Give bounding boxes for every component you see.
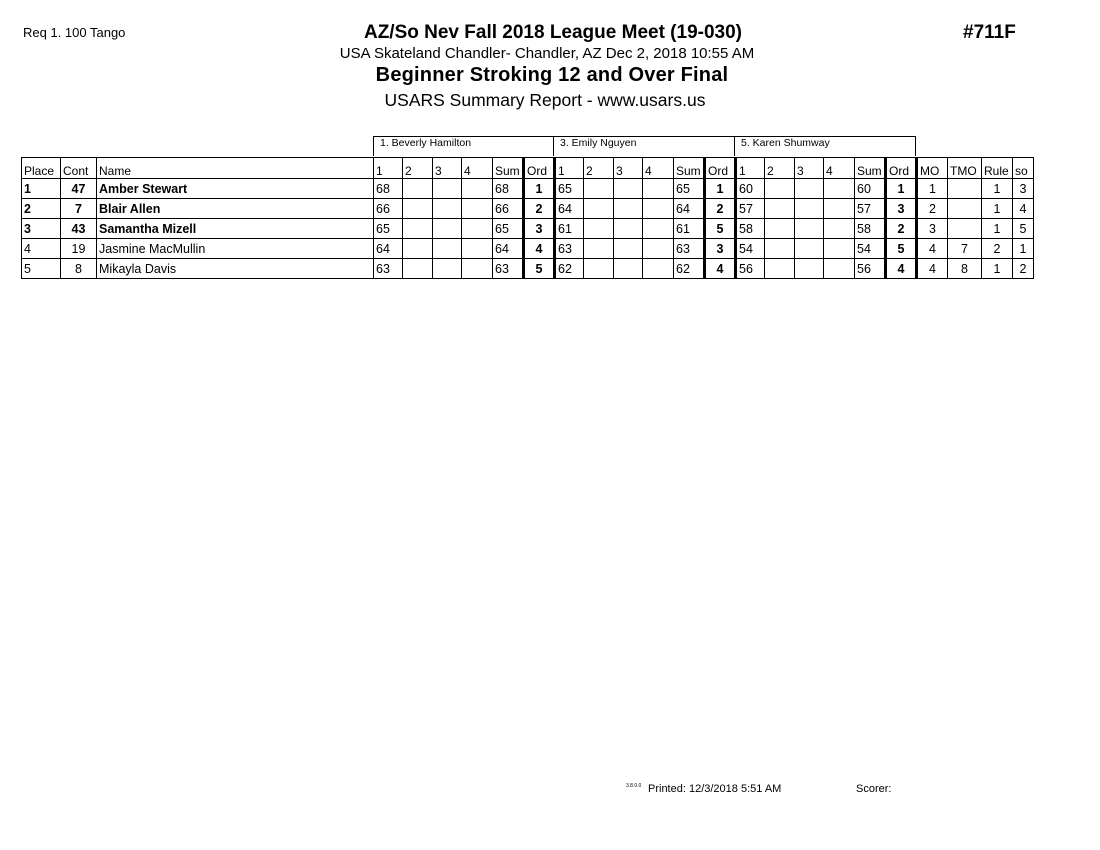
judge-header-1 bbox=[373, 136, 554, 156]
ord-cell: 5 bbox=[524, 259, 555, 279]
col-rule: Rule bbox=[982, 158, 1013, 179]
place-cell: 2 bbox=[22, 199, 61, 219]
sum-cell: 61 bbox=[674, 219, 705, 239]
judge-name: 1. Beverly Hamilton bbox=[380, 137, 472, 149]
col-j2-2: 2 bbox=[584, 158, 614, 179]
ord-cell: 2 bbox=[524, 199, 555, 219]
score-cell: 58 bbox=[736, 219, 765, 239]
col-j3-2: 2 bbox=[765, 158, 795, 179]
score-cell: 65 bbox=[555, 179, 584, 199]
ord-cell: 5 bbox=[886, 239, 917, 259]
score-cell: 62 bbox=[555, 259, 584, 279]
scorer-label: Scorer: bbox=[856, 783, 892, 795]
ord-cell: 2 bbox=[886, 219, 917, 239]
sum-cell: 54 bbox=[855, 239, 886, 259]
col-mo: MO bbox=[917, 158, 948, 179]
col-cont: Cont bbox=[61, 158, 97, 179]
report-title: USARS Summary Report - www.usars.us bbox=[384, 90, 706, 110]
col-j2-4: 4 bbox=[643, 158, 674, 179]
meet-location-date: USA Skateland Chandler- Chandler, AZ Dec 2, 2018 10:55 AM bbox=[339, 45, 755, 62]
cont-cell: 8 bbox=[61, 259, 97, 279]
header-row bbox=[22, 158, 1034, 179]
ord-cell: 1 bbox=[705, 179, 736, 199]
printed-timestamp: Printed: 12/3/2018 5:51 AM bbox=[648, 783, 782, 795]
sum-cell: 65 bbox=[493, 219, 524, 239]
ord-cell: 3 bbox=[705, 239, 736, 259]
col-j1-ord: Ord bbox=[524, 158, 555, 179]
col-j1-1: 1 bbox=[374, 158, 403, 179]
col-j2-1: 1 bbox=[555, 158, 584, 179]
mo-cell: 1 bbox=[917, 179, 948, 199]
tmo-cell bbox=[948, 199, 982, 219]
so-cell: 3 bbox=[1013, 179, 1034, 199]
ord-cell: 4 bbox=[886, 259, 917, 279]
col-j1-sum: Sum bbox=[493, 158, 524, 179]
so-cell: 4 bbox=[1013, 199, 1034, 219]
rule-cell: 1 bbox=[982, 199, 1013, 219]
sum-cell: 63 bbox=[674, 239, 705, 259]
score-cell: 60 bbox=[736, 179, 765, 199]
score-cell: 54 bbox=[736, 239, 765, 259]
event-title: Beginner Stroking 12 and Over Final bbox=[375, 64, 729, 86]
judge-name: 3. Emily Nguyen bbox=[560, 137, 637, 149]
sum-cell: 64 bbox=[493, 239, 524, 259]
col-j3-ord: Ord bbox=[886, 158, 917, 179]
score-cell: 57 bbox=[736, 199, 765, 219]
sum-cell: 68 bbox=[493, 179, 524, 199]
results-table bbox=[21, 157, 1034, 279]
score-cell: 61 bbox=[555, 219, 584, 239]
table-row bbox=[22, 219, 1034, 239]
mo-cell: 3 bbox=[917, 219, 948, 239]
col-tmo: TMO bbox=[948, 158, 982, 179]
col-place: Place bbox=[22, 158, 61, 179]
score-cell: 63 bbox=[374, 259, 403, 279]
col-j2-3: 3 bbox=[614, 158, 643, 179]
judge-header-2 bbox=[553, 136, 735, 156]
tmo-cell bbox=[948, 219, 982, 239]
score-cell: 65 bbox=[374, 219, 403, 239]
ord-cell: 2 bbox=[705, 199, 736, 219]
judge-header-3 bbox=[734, 136, 916, 156]
cont-cell: 47 bbox=[61, 179, 97, 199]
mo-cell: 4 bbox=[917, 239, 948, 259]
score-cell: 66 bbox=[374, 199, 403, 219]
cont-cell: 19 bbox=[61, 239, 97, 259]
place-cell: 1 bbox=[22, 179, 61, 199]
score-cell: 63 bbox=[555, 239, 584, 259]
tmo-cell: 8 bbox=[948, 259, 982, 279]
score-cell: 64 bbox=[555, 199, 584, 219]
col-j1-4: 4 bbox=[462, 158, 493, 179]
request-label: Req 1. 100 Tango bbox=[23, 25, 126, 40]
col-j3-1: 1 bbox=[736, 158, 765, 179]
rule-cell: 1 bbox=[982, 179, 1013, 199]
software-version: 3.8.0.0 bbox=[626, 783, 642, 789]
ord-cell: 4 bbox=[524, 239, 555, 259]
name-cell: Mikayla Davis bbox=[97, 259, 374, 279]
so-cell: 5 bbox=[1013, 219, 1034, 239]
mo-cell: 2 bbox=[917, 199, 948, 219]
col-j1-2: 2 bbox=[403, 158, 433, 179]
sum-cell: 57 bbox=[855, 199, 886, 219]
sum-cell: 63 bbox=[493, 259, 524, 279]
meet-title: AZ/So Nev Fall 2018 League Meet (19-030) bbox=[363, 22, 743, 43]
name-cell: Jasmine MacMullin bbox=[97, 239, 374, 259]
mo-cell: 4 bbox=[917, 259, 948, 279]
place-cell: 5 bbox=[22, 259, 61, 279]
col-j3-sum: Sum bbox=[855, 158, 886, 179]
ord-cell: 5 bbox=[705, 219, 736, 239]
rule-cell: 1 bbox=[982, 259, 1013, 279]
score-cell: 56 bbox=[736, 259, 765, 279]
sum-cell: 66 bbox=[493, 199, 524, 219]
so-cell: 2 bbox=[1013, 259, 1034, 279]
tmo-cell bbox=[948, 179, 982, 199]
table-row bbox=[22, 179, 1034, 199]
ord-cell: 3 bbox=[524, 219, 555, 239]
sum-cell: 60 bbox=[855, 179, 886, 199]
table-row bbox=[22, 199, 1034, 219]
sum-cell: 65 bbox=[674, 179, 705, 199]
cont-cell: 7 bbox=[61, 199, 97, 219]
ord-cell: 3 bbox=[886, 199, 917, 219]
event-code: #711F bbox=[963, 22, 1016, 43]
sum-cell: 64 bbox=[674, 199, 705, 219]
table-row bbox=[22, 259, 1034, 279]
ord-cell: 1 bbox=[886, 179, 917, 199]
rule-cell: 2 bbox=[982, 239, 1013, 259]
place-cell: 4 bbox=[22, 239, 61, 259]
sum-cell: 58 bbox=[855, 219, 886, 239]
place-cell: 3 bbox=[22, 219, 61, 239]
score-cell: 68 bbox=[374, 179, 403, 199]
tmo-cell: 7 bbox=[948, 239, 982, 259]
ord-cell: 4 bbox=[705, 259, 736, 279]
col-j1-3: 3 bbox=[433, 158, 462, 179]
name-cell: Samantha Mizell bbox=[97, 219, 374, 239]
col-name: Name bbox=[97, 158, 374, 179]
rule-cell: 1 bbox=[982, 219, 1013, 239]
name-cell: Amber Stewart bbox=[97, 179, 374, 199]
col-j3-4: 4 bbox=[824, 158, 855, 179]
table-row bbox=[22, 239, 1034, 259]
col-j3-3: 3 bbox=[795, 158, 824, 179]
col-j2-ord: Ord bbox=[705, 158, 736, 179]
score-cell: 64 bbox=[374, 239, 403, 259]
sum-cell: 62 bbox=[674, 259, 705, 279]
name-cell: Blair Allen bbox=[97, 199, 374, 219]
col-j2-sum: Sum bbox=[674, 158, 705, 179]
judge-name: 5. Karen Shumway bbox=[741, 137, 830, 149]
col-so: so bbox=[1013, 158, 1034, 179]
sum-cell: 56 bbox=[855, 259, 886, 279]
so-cell: 1 bbox=[1013, 239, 1034, 259]
ord-cell: 1 bbox=[524, 179, 555, 199]
cont-cell: 43 bbox=[61, 219, 97, 239]
